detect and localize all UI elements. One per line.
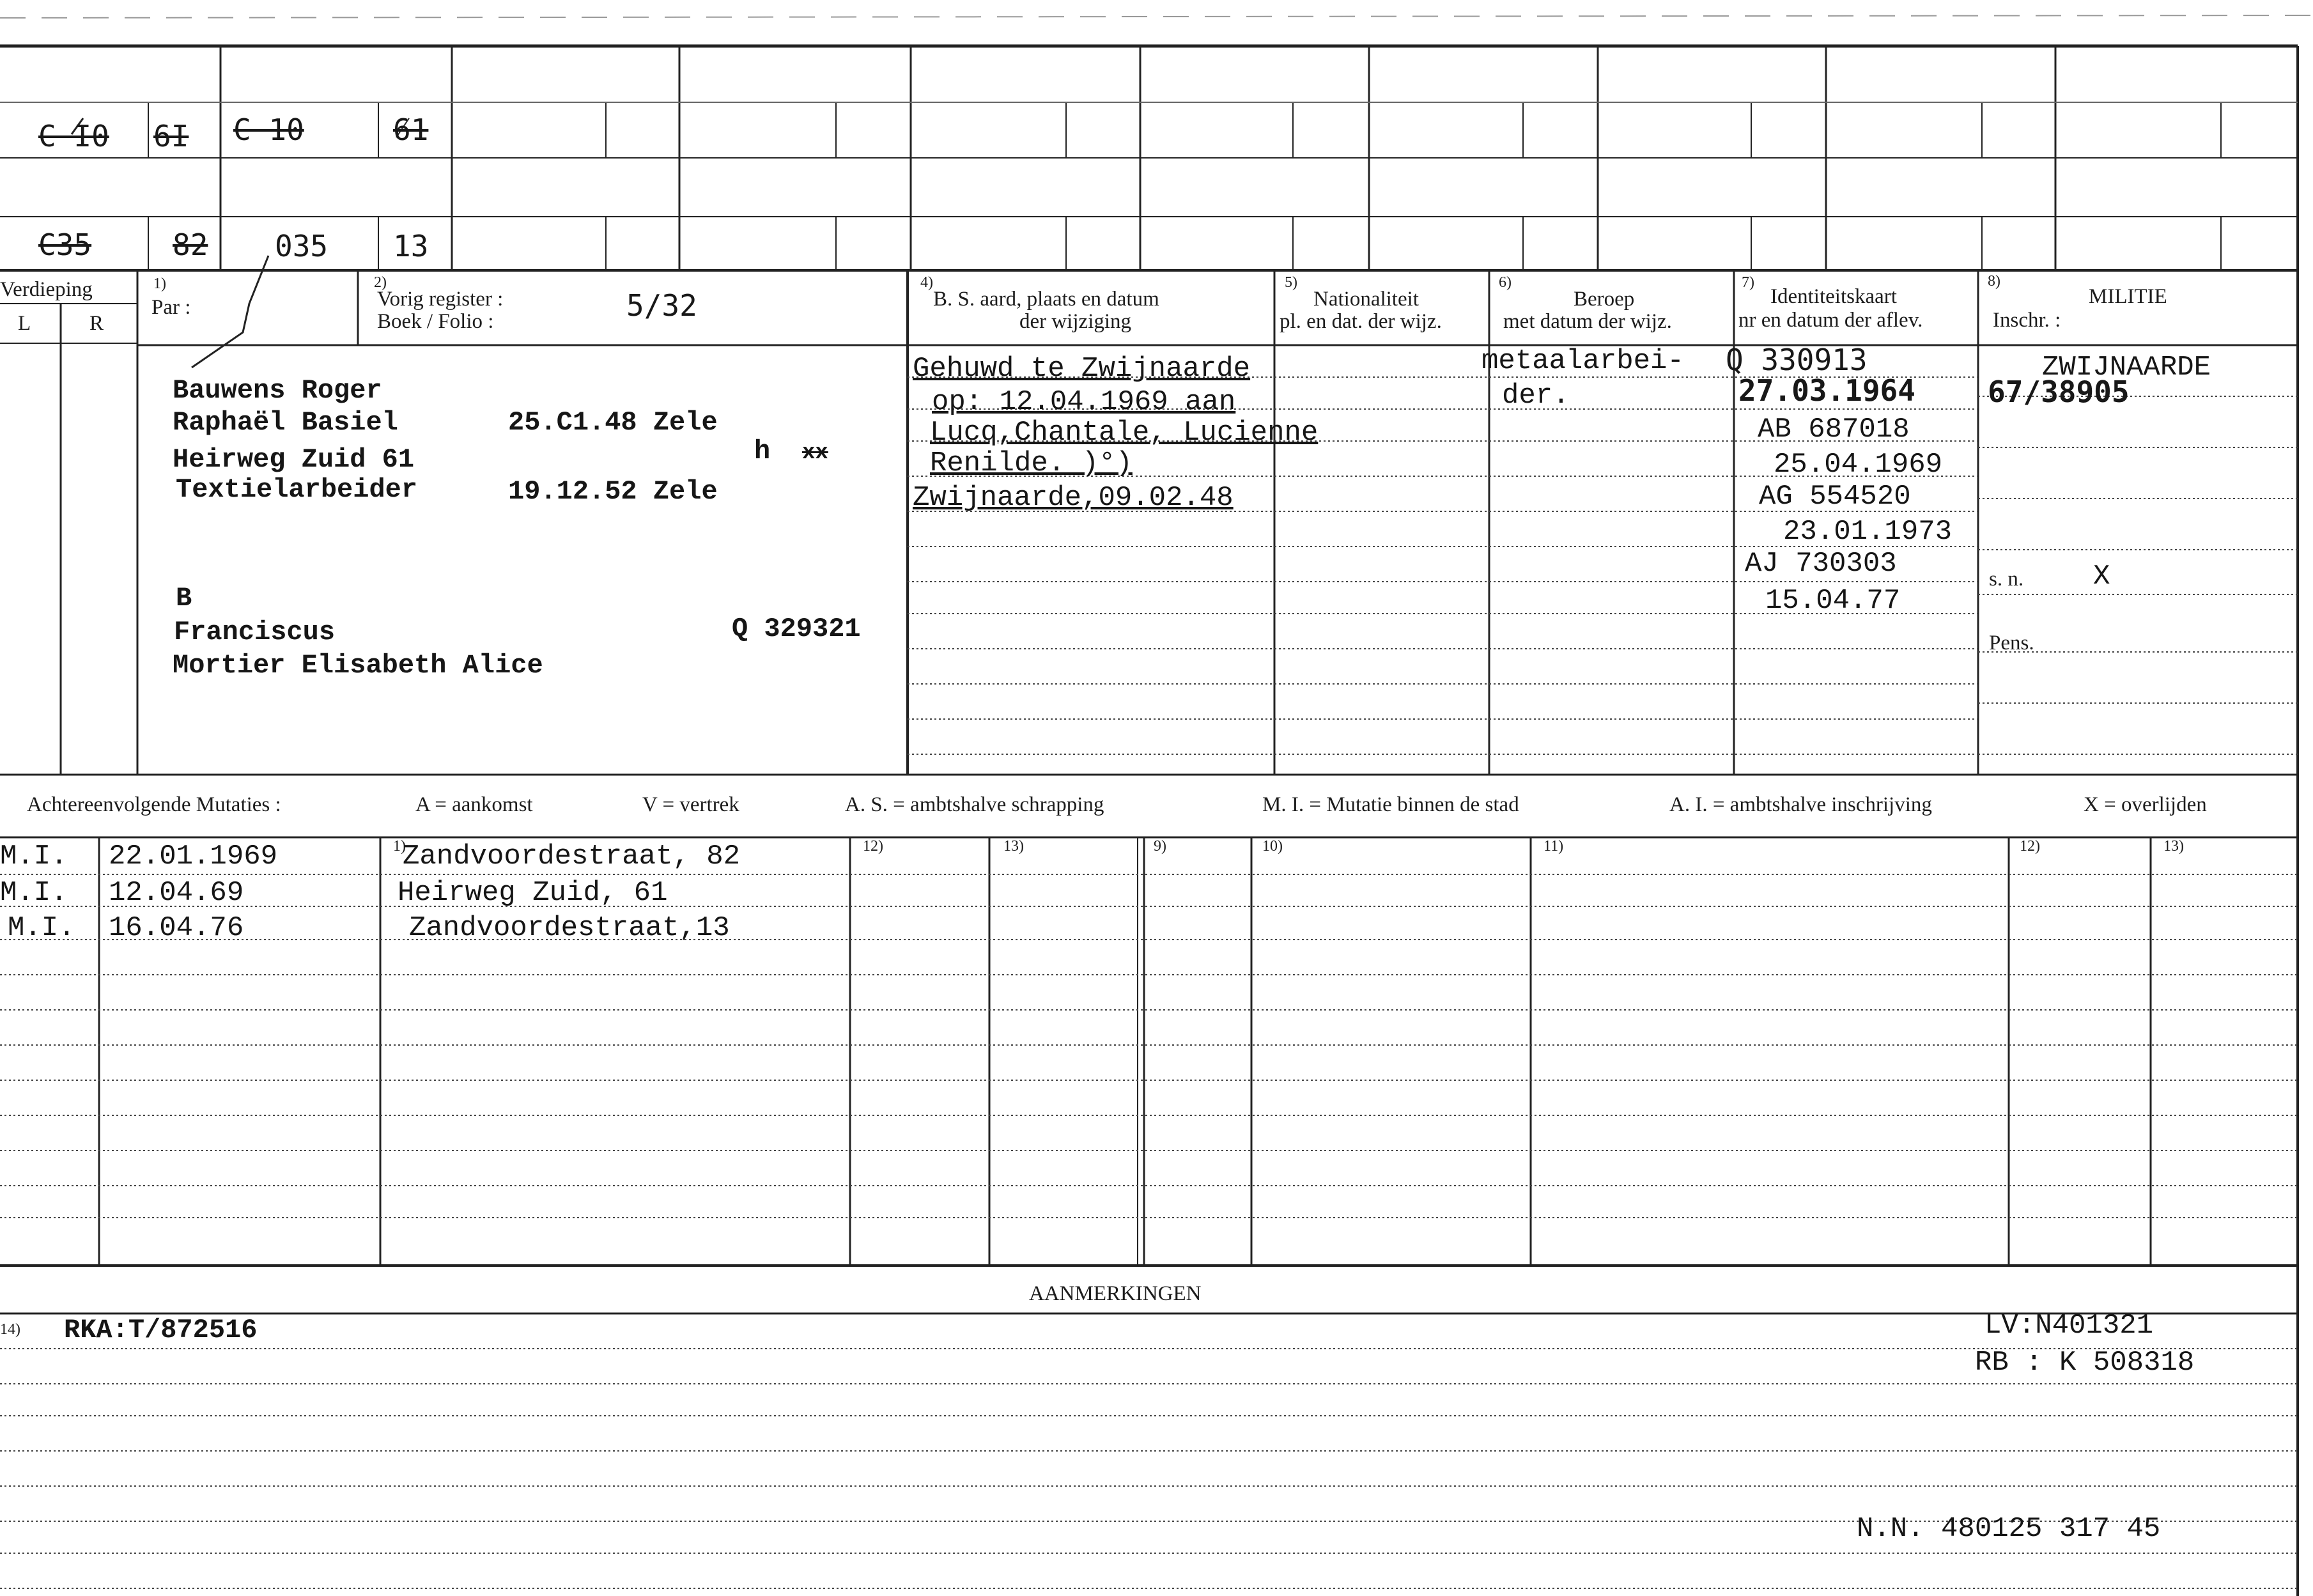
- top-code-4: 035: [275, 229, 329, 263]
- top-code-4b: 13: [393, 229, 429, 263]
- col5-footnote: 5): [1285, 274, 1297, 291]
- mutation-2-date: 12.04.69: [109, 877, 244, 909]
- civil-line-5: Zwijnaarde,09.02.48: [913, 482, 1234, 514]
- militie-number: 67/38905: [1988, 375, 2130, 409]
- mutation-2-address: Heirweg Zuid, 61: [398, 877, 668, 909]
- boek-folio-value: 5/32: [626, 288, 697, 323]
- civil-line-4: Renilde. )°): [930, 447, 1133, 479]
- id-card-1-date: 27.03.1964: [1738, 373, 1915, 408]
- col6-footnote: 6): [1499, 274, 1512, 291]
- boek-folio-label: Boek / Folio :: [377, 310, 494, 333]
- col4-header-line1: B. S. aard, plaats en datum: [933, 288, 1159, 311]
- civil-line-2: op: 12.04.1969 aan: [932, 386, 1236, 418]
- person-mortier: Mortier Elisabeth Alice: [173, 650, 543, 681]
- mut-col-footnote-addr: 1): [393, 838, 406, 855]
- par-label: Par :: [151, 296, 191, 319]
- mut-col-footnote-2: 13): [1003, 838, 1024, 855]
- civil-line-3: Lucq,Chantale, Lucienne: [930, 417, 1319, 449]
- rb-number: RB : K 508318: [1975, 1347, 2195, 1379]
- legend-v: V = vertrek: [642, 793, 739, 816]
- lv-number: LV:N401321: [1984, 1310, 2154, 1342]
- top-code-2b: 61: [393, 112, 429, 147]
- person-xx: xx: [802, 441, 828, 465]
- legend-ai: A. I. = ambtshalve inschrijving: [1669, 793, 1932, 816]
- verdieping-label: Verdieping: [0, 278, 93, 301]
- mut-col-footnote-4: 10): [1262, 838, 1283, 855]
- beroep-line-2: der.: [1502, 380, 1570, 412]
- top-code-3: C35: [38, 228, 92, 262]
- person-b: B: [176, 583, 192, 614]
- legend-a: A = aankomst: [415, 793, 533, 816]
- pens-label: Pens.: [1989, 631, 2034, 655]
- legend-title: Achtereenvolgende Mutaties :: [27, 793, 281, 816]
- vorig-footnote: 2): [374, 274, 387, 291]
- col7-footnote: 7): [1742, 274, 1754, 291]
- top-code-2: C 10: [233, 112, 304, 147]
- person-h: h: [754, 436, 771, 467]
- person-franciscus: Franciscus: [174, 617, 336, 647]
- mutation-1-address: Zandvoordestraat, 82: [403, 841, 741, 872]
- beroep-line-1: metaalarbei-: [1481, 345, 1684, 377]
- col7-header-line2: nr en datum der aflev.: [1738, 309, 1923, 332]
- national-number: N.N. 480125 317 45: [1857, 1513, 2161, 1545]
- id-card-1: Q 330913: [1726, 343, 1868, 377]
- id-card-3-date: 23.01.1973: [1783, 516, 1953, 548]
- sr-label: s. n.: [1989, 568, 2024, 591]
- militie-header: MILITIE: [2089, 285, 2167, 308]
- mut-col-footnote-6: 12): [2020, 838, 2040, 855]
- id-card-3: AG 554520: [1759, 481, 1911, 513]
- person-birth: 25.C1.48 Zele: [508, 407, 718, 438]
- mut-col-footnote-1: 12): [863, 838, 883, 855]
- col4-header-line2: der wijziging: [1019, 310, 1132, 333]
- col4-footnote: 4): [920, 274, 933, 291]
- col7-header-line1: Identiteitskaart: [1770, 285, 1897, 308]
- mut-col-footnote-3: 9): [1154, 838, 1166, 855]
- l-label: L: [18, 312, 31, 335]
- mutation-3-address: Zandvoordestraat,13: [409, 912, 730, 944]
- mutation-2-type: M.I.: [0, 877, 68, 909]
- aanmerkingen-footnote: 14): [0, 1321, 20, 1338]
- mutation-3-date: 16.04.76: [109, 912, 244, 944]
- militie-place: ZWIJNAARDE: [2042, 352, 2211, 384]
- col6-header-line2: met datum der wijz.: [1503, 310, 1672, 333]
- top-code-1b: 6I: [153, 119, 189, 153]
- id-card-4: AJ 730303: [1745, 548, 1897, 580]
- top-code-1: C I0: [38, 119, 109, 153]
- person-address: Heirweg Zuid 61: [173, 444, 415, 475]
- col6-header-line1: Beroep: [1574, 288, 1635, 311]
- legend-x: X = overlijden: [2084, 793, 2207, 816]
- mut-col-footnote-5: 11): [1543, 838, 1564, 855]
- person-profession: Textielarbeider: [176, 474, 418, 505]
- r-label: R: [89, 312, 104, 335]
- person-name: Bauwens Roger: [173, 375, 382, 406]
- col5-header-line1: Nationaliteit: [1313, 288, 1419, 311]
- vorig-register-label: Vorig register :: [377, 288, 504, 311]
- rka-number: RKA:T/872516: [64, 1315, 258, 1345]
- id-card-2-date: 25.04.1969: [1774, 449, 1943, 481]
- par-footnote: 1): [153, 275, 166, 292]
- mutation-1-type: M.I.: [0, 841, 68, 872]
- top-code-3b: 82: [173, 228, 208, 262]
- aanmerkingen-title: AANMERKINGEN: [1029, 1282, 1202, 1305]
- mut-col-footnote-7: 13): [2163, 838, 2184, 855]
- mutation-1-date: 22.01.1969: [109, 841, 278, 872]
- id-card-2: AB 687018: [1758, 414, 1910, 445]
- id-card-4-date: 15.04.77: [1765, 585, 1901, 617]
- col5-header-line2: pl. en dat. der wijz.: [1280, 310, 1442, 333]
- legend-mi: M. I. = Mutatie binnen de stad: [1262, 793, 1519, 816]
- person-given-names: Raphaël Basiel: [173, 407, 398, 438]
- person-q-number: Q 329321: [732, 614, 861, 644]
- legend-as: A. S. = ambtshalve schrapping: [845, 793, 1104, 816]
- inschr-label: Inschr. :: [1993, 309, 2061, 332]
- mutation-3-type: M.I.: [8, 912, 75, 944]
- civil-line-1: Gehuwd te Zwijnaarde: [913, 353, 1251, 385]
- sr-value: X: [2093, 561, 2110, 593]
- col8-footnote: 8): [1988, 273, 2000, 290]
- spouse-birth: 19.12.52 Zele: [508, 476, 718, 507]
